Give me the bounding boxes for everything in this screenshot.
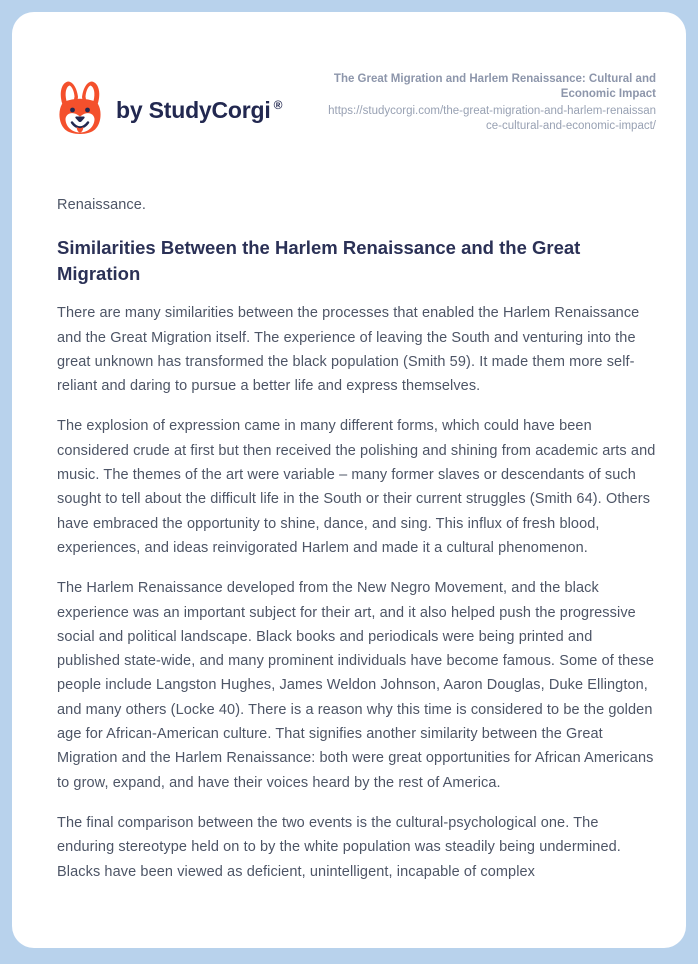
document-header xyxy=(57,70,656,141)
leading-text-fragment: Renaissance. xyxy=(57,197,147,213)
section-heading: Similarities Between the Harlem Renaissance and the Great Migration xyxy=(57,237,581,285)
document-title: The Great Migration and Harlem Renaissance: Cultural and Economic Impact xyxy=(333,73,656,100)
paragraph-3: The Harlem Renaissance developed from the New Negro Movement, and the black experience was an important subject for their art, and it also helped push the progressive social and political landscape. Black books and periodicals were being printed and published state-wide, and many prominent individuals have become famous. Some of these people include Langston Hughes, James Weldon Johnson, Aaron Douglas, Duke Ellington, and many others (Locke 40). There is a reason why this time is considered to be the golden age for African-American culture. That signifies another similarity between the Great Migration and the Harlem Renaissance: both were great opportunities for African Americans to grow, expand, and have their voices heard by the rest of America. xyxy=(57,580,654,791)
paragraph-4: The final comparison between the two events is the cultural-psychological one. The enduring stereotype held on to by the white population was steadily being undermined. Blacks have been viewed as deficient, unintelligent, incapable of complex xyxy=(57,814,621,880)
registered-trademark: ® xyxy=(273,97,283,112)
document-meta xyxy=(324,70,656,133)
document-body xyxy=(57,193,656,884)
document-source-url[interactable]: https://studycorgi.com/the-great-migration-and-harlem-renaissance-cultural-and-economic-impact/ xyxy=(328,105,656,132)
studycorgi-brand xyxy=(57,80,282,141)
corgi-face-icon xyxy=(57,80,103,141)
document-card xyxy=(12,12,686,948)
brand-label: by StudyCorgi xyxy=(116,97,271,123)
paragraph-2: The explosion of expression came in many different forms, which could have been considered crude at first but then received the polishing and shining from academic arts and music. The themes of the art were variable – many former slaves or descendants of such sought to tell about the difficult life in the South or their current struggles (Smith 64). Others have embraced the opportunity to shine, dance, and sing. This influx of fresh blood, experiences, and ideas reinvigorated Harlem and made it a cultural phenomenon. xyxy=(57,418,656,556)
paragraph-1: There are many similarities between the processes that enabled the Harlem Renaissance and the Great Migration itself. The experience of leaving the South and venturing into the great unknown has transformed the black population (Smith 59). It made them more self-reliant and daring to pursue a better life and express themselves. xyxy=(57,305,640,395)
